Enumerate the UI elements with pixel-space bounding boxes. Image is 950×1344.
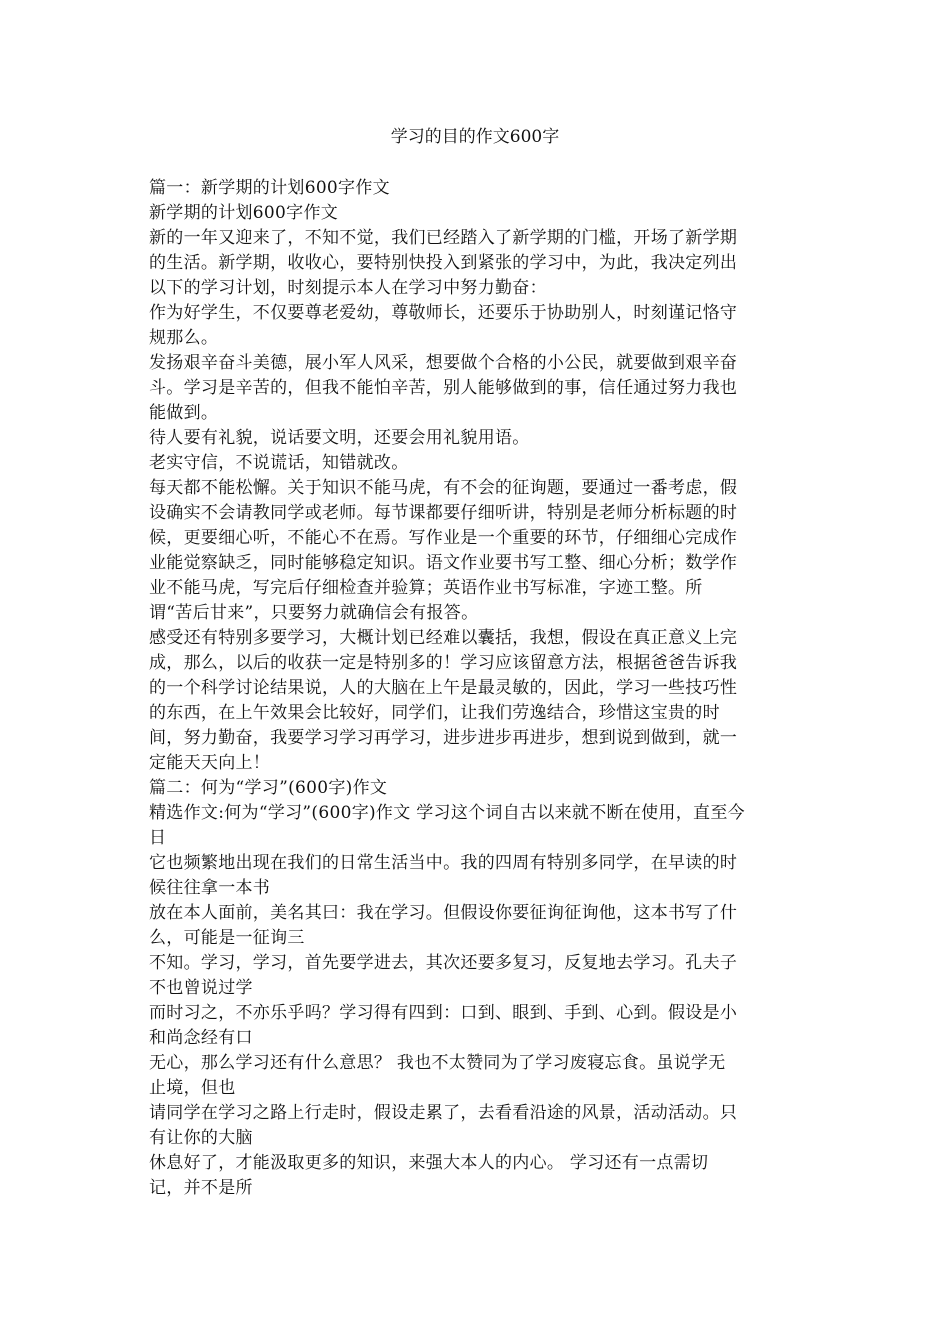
text-line: 的东西，在上午效果会比较好，同学们，让我们劳逸结合，珍惜这宝贵的时 bbox=[149, 703, 720, 723]
text-line: 新的一年又迎来了，不知不觉，我们已经踏入了新学期的门槛，开场了新学期 bbox=[149, 228, 738, 248]
text-line: 新学期的计划600字作文 bbox=[149, 203, 339, 223]
text-line: 它也频繁地出现在我们的日常生活当中。我的四周有特别多同学，在早读的时 bbox=[149, 853, 738, 873]
text-line: 休息好了，才能汲取更多的知识，来强大本人的内心。 学习还有一点需切 bbox=[149, 1153, 709, 1173]
text-line: 和尚念经有口 bbox=[149, 1028, 253, 1048]
text-line: 定能天天向上！ bbox=[149, 753, 271, 773]
text-line: 请同学在学习之路上行走时，假设走累了，去看看沿途的风景，活动活动。只 bbox=[149, 1103, 738, 1123]
text-line: 业能觉察缺乏，同时能够稳定知识。语文作业要书写工整、细心分析；数学作 bbox=[149, 553, 738, 573]
text-line: 谓“苦后甘来”，只要努力就确信会有报答。 bbox=[149, 603, 479, 623]
text-line: 而时习之，不亦乐乎吗？学习得有四到：口到、眼到、手到、心到。假设是小 bbox=[149, 1003, 738, 1023]
text-line: 记，并不是所 bbox=[149, 1178, 253, 1198]
text-line: 候往往拿一本书 bbox=[149, 878, 271, 898]
text-line: 斗。学习是辛苦的，但我不能怕辛苦，别人能够做到的事，信任通过努力我也 bbox=[149, 378, 738, 398]
text-line: 以下的学习计划，时刻提示本人在学习中努力勤奋： bbox=[149, 278, 547, 298]
text-line: 篇一：新学期的计划600字作文 bbox=[149, 178, 390, 198]
document-body bbox=[149, 176, 805, 1201]
text-line: 候，更要细心听，不能心不在焉。写作业是一个重要的环节，仔细细心完成作 bbox=[149, 528, 738, 548]
text-line: 发扬艰辛奋斗美德，展小军人风采，想要做个合格的小公民，就要做到艰辛奋 bbox=[149, 353, 738, 373]
text-line: 精选作文:何为“学习”(600字)作文 学习这个词自古以来就不断在使用，直至今 bbox=[149, 803, 745, 823]
document-title: 学习的目的作文600字 bbox=[390, 127, 560, 147]
text-line: 待人要有礼貌，说话要文明，还要会用礼貌用语。 bbox=[149, 428, 530, 448]
text-line: 感受还有特别多要学习，大概计划已经难以囊括，我想，假设在真正意义上完 bbox=[149, 628, 738, 648]
text-line: 篇二：何为“学习”(600字)作文 bbox=[149, 778, 388, 798]
text-line: 老实守信，不说谎话，知错就改。 bbox=[149, 453, 409, 473]
text-line: 日 bbox=[149, 828, 167, 848]
text-line: 不也曾说过学 bbox=[149, 978, 253, 998]
text-line: 放在本人面前，美名其曰：我在学习。但假设你要征询征询他，这本书写了什 bbox=[149, 903, 738, 923]
text-line: 么，可能是一征询三 bbox=[149, 928, 305, 948]
text-line: 不知。学习，学习，首先要学进去，其次还要多复习，反复地去学习。孔夫子 bbox=[149, 953, 738, 973]
text-line: 规那么。 bbox=[149, 328, 219, 348]
text-line: 止境，但也 bbox=[149, 1078, 236, 1098]
text-line: 作为好学生，不仅要尊老爱幼，尊敬师长，还要乐于协助别人，时刻谨记恪守 bbox=[149, 303, 738, 323]
text-line: 能做到。 bbox=[149, 403, 219, 423]
text-line: 无心，那么学习还有什么意思？ 我也不太赞同为了学习废寝忘食。虽说学无 bbox=[149, 1053, 726, 1073]
text-line: 的一个科学讨论结果说，人的大脑在上午是最灵敏的，因此，学习一些技巧性 bbox=[149, 678, 738, 698]
text-line: 每天都不能松懈。关于知识不能马虎，有不会的征询题，要通过一番考虑，假 bbox=[149, 478, 738, 498]
text-line: 设确实不会请教同学或老师。每节课都要仔细听讲，特别是老师分析标题的时 bbox=[149, 503, 738, 523]
text-line: 间，努力勤奋，我要学习学习再学习，进步进步再进步，想到说到做到，就一 bbox=[149, 728, 738, 748]
text-line: 成，那么，以后的收获一定是特别多的！学习应该留意方法，根据爸爸告诉我 bbox=[149, 653, 738, 673]
text-line: 有让你的大脑 bbox=[149, 1128, 253, 1148]
text-line: 的生活。新学期，收收心，要特别快投入到紧张的学习中，为此，我决定列出 bbox=[149, 253, 738, 273]
text-line: 业不能马虎，写完后仔细检查并验算；英语作业书写标准，字迹工整。所 bbox=[149, 578, 703, 598]
